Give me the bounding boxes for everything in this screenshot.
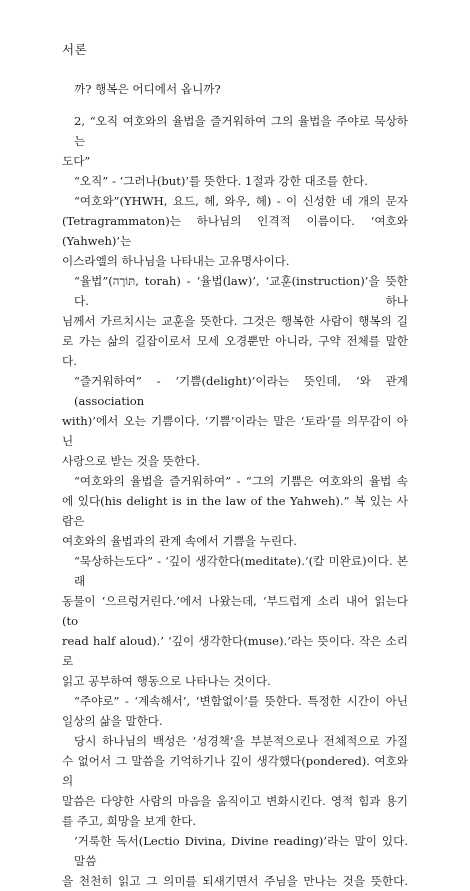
note-yhwh-line: 이스라엘의 하나님을 나타내는 고유명사이다. bbox=[62, 254, 290, 268]
context-paragraph-line: 수 없어서 그 말씀을 기억하기나 깊이 생각했다(pondered). 여호와의 bbox=[62, 754, 408, 788]
verse-2-line: 2, “오직 여호와의 율법을 즐거워하여 그의 율법을 주야로 묵상하는 bbox=[74, 114, 408, 148]
lectio-divina-line: ‘거룩한 독서(Lectio Divina, Divine reading)’라는 말이 있다. 말씀 bbox=[74, 834, 408, 868]
note-day-night-line: “주야로” - ‘계속해서’, ‘변함없이’를 뜻한다. 특정한 시간이 아닌 bbox=[74, 694, 408, 708]
note-day-night-line: 일상의 삶을 말한다. bbox=[62, 714, 163, 728]
context-paragraph-line: 를 주고, 희망을 보게 한다. bbox=[62, 814, 197, 828]
context-paragraph-line: 말씀은 다양한 사람의 마음을 움직이고 변화시킨다. 영적 힘과 용기 bbox=[62, 794, 408, 808]
verse-2-line: 도다” bbox=[62, 154, 91, 168]
note-law-line: 님께서 가르치시는 교훈을 뜻한다. 그것은 행복한 사람이 행복의 길 bbox=[62, 314, 408, 328]
note-delight-line: with)’에서 오는 기쁨이다. ‘기쁨’이라는 말은 ‘토라’를 의무감이 아닌 bbox=[62, 414, 408, 448]
note-law-line: 다. bbox=[62, 354, 77, 368]
note-delight-line: 사랑으로 받는 것을 뜻한다. bbox=[62, 454, 200, 468]
note-meditate-line: “묵상하는도다” - ‘깊이 생각한다(meditate).’(칼 미완료)이다. 본래 bbox=[74, 554, 408, 588]
note-joy-line: 여호와의 율법과의 관계 속에서 기쁨을 누린다. bbox=[62, 534, 297, 548]
note-yhwh-line: (Tetragrammaton)는 하나님의 인격적 이름이다. ‘여호와(Yahweh)’는 bbox=[62, 214, 408, 248]
section-title: 서론 bbox=[62, 42, 88, 57]
spacer bbox=[62, 99, 408, 111]
note-ozik: “오직” - ‘그러나(but)’를 뜻한다. 1절과 강한 대조를 한다. bbox=[74, 174, 368, 188]
note-meditate-line: 동물이 ‘으르렁거린다.’에서 나왔는데, ‘부드럽게 소리 내어 읽는다(to bbox=[62, 594, 408, 628]
note-law-line: “율법”(תּוֹרָה, torah) - ‘율법(law)’, ‘교훈(instruction)’을 뜻한다. 하나 bbox=[74, 274, 408, 308]
note-delight-line: “즐거워하여” - ‘기쁨(delight)’이라는 뜻인데, ‘와 관계(association bbox=[74, 374, 408, 408]
context-paragraph-line: 당시 하나님의 백성은 ‘성경책’을 부분적으로나 전체적으로 가질 bbox=[74, 734, 408, 748]
note-joy-line: “여호와의 율법을 즐거워하여” - “그의 기쁨은 여호와의 율법 속 bbox=[74, 474, 408, 488]
note-meditate-line: read half aloud).’ ‘깊이 생각한다(muse).’라는 뜻이다. 작은 소리로 bbox=[62, 634, 408, 668]
note-meditate-line: 읽고 공부하여 행동으로 나타나는 것이다. bbox=[62, 674, 271, 688]
note-yhwh-line: “여호와”(YHWH, 요드, 헤, 와우, 헤) - 이 신성한 네 개의 문자 bbox=[74, 194, 408, 208]
note-law-line: 로 가는 삶의 길잡이로서 모세 오경뿐만 아니라, 구약 전체를 말한 bbox=[62, 334, 408, 348]
question-line: 까? 행복은 어디에서 옵니까? bbox=[74, 82, 221, 96]
note-joy-line: 에 있다(his delight is in the law of the Yahweh).” 복 있는 사람은 bbox=[62, 494, 408, 528]
lectio-divina-line: 을 천천히 읽고 그 의미를 되새기면서 주님을 만나는 것을 뜻한다. bbox=[62, 874, 408, 888]
page-body bbox=[62, 40, 408, 891]
